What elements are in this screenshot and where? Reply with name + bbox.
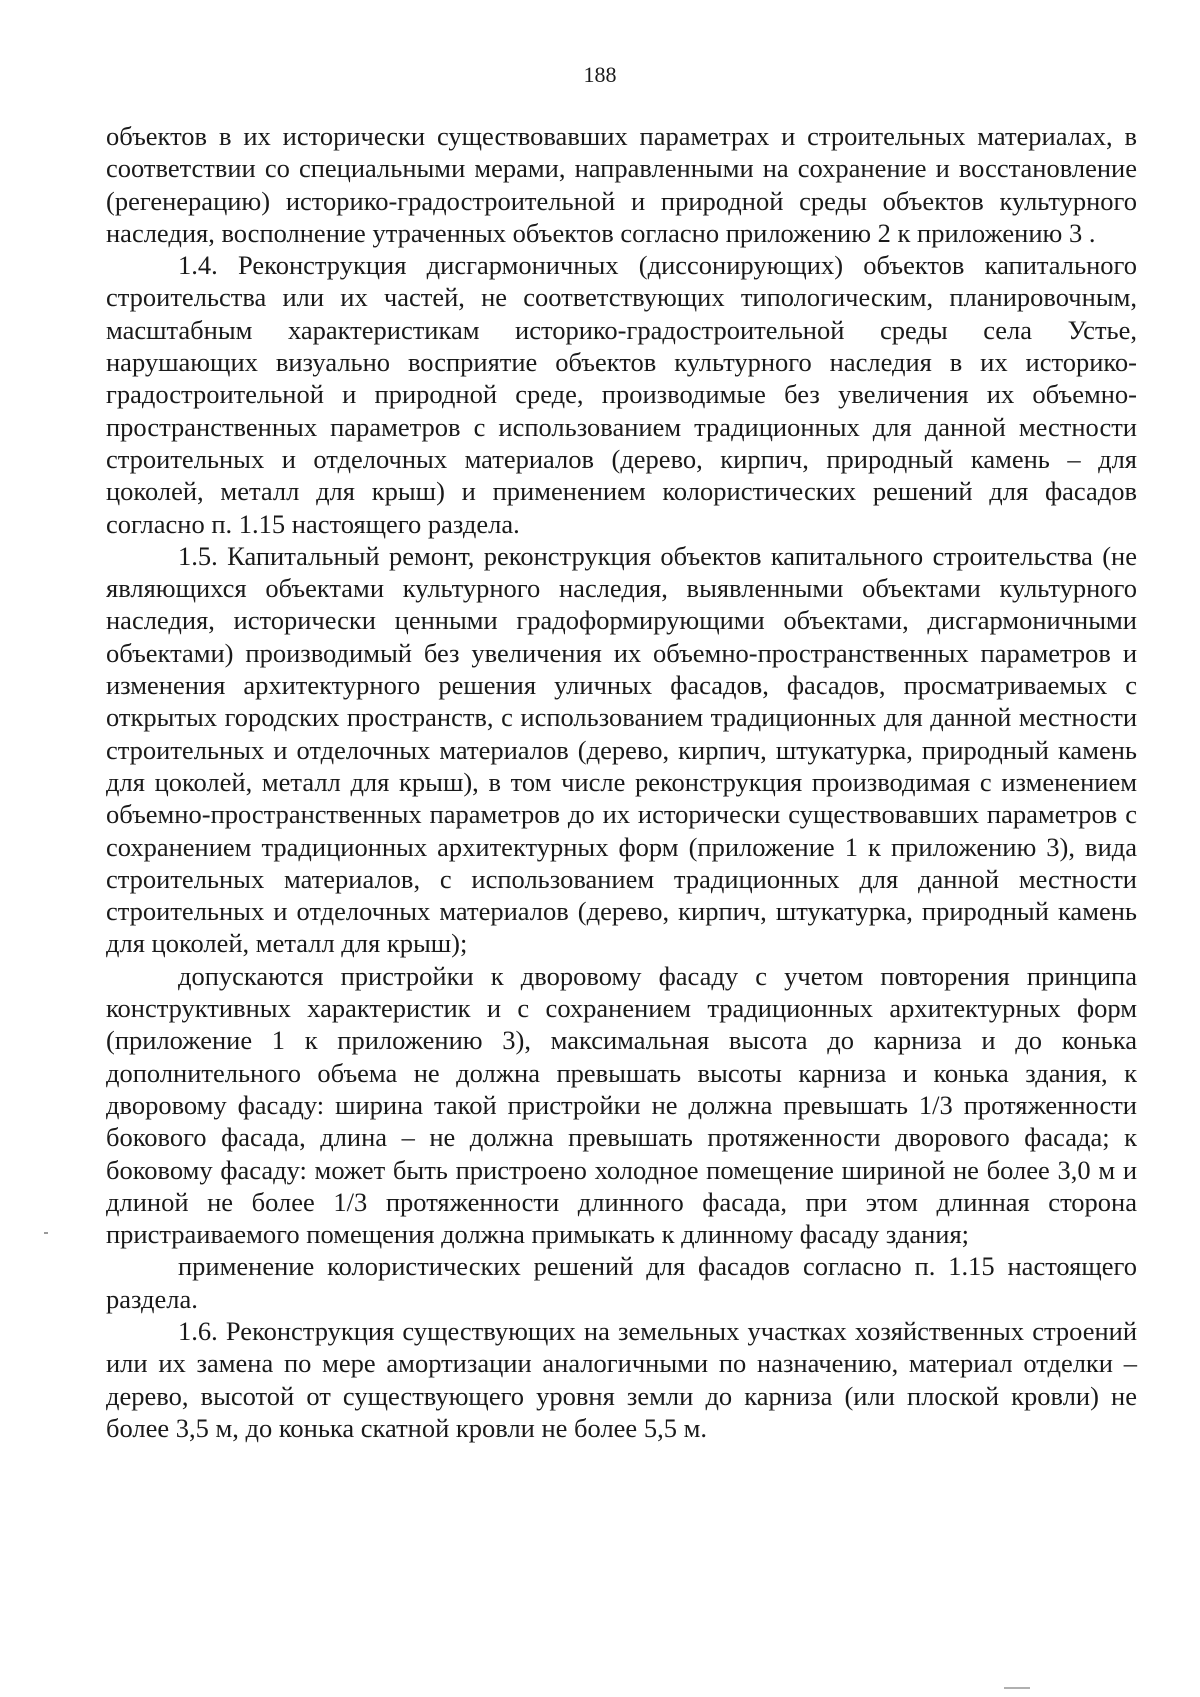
paragraph-1-6: 1.6. Реконструкция существующих на земельных участках хозяйственных строений или их замена по мере амортизации аналогичными по назначению, материал отделки – дерево, высотой от существующего уровня земли до карниза (или плоской кровли) не более 3,5 м, до конька скатной кровли не более 5,5 м. bbox=[106, 1315, 1137, 1443]
document-body bbox=[106, 120, 1137, 1444]
scan-artifact-bottom bbox=[1004, 1687, 1030, 1689]
paragraph-extensions: допускаются пристройки к дворовому фасаду с учетом повторения принципа конструктивных характеристик и с сохранением традиционных архитектурных форм (приложение 1 к приложению 3), максимальная высота до карниза и до конька дополнительного объема не должна превышать высоты карниза и конька здания, к дворовому фасаду: ширина такой пристройки не должна превышать 1/3 протяженности бокового фасада, длина – не должна превышать протяженности дворового фасада; к боковому фасаду: может быть пристроено холодное помещение шириной не более 3,0 м и длиной не более 1/3 протяженности длинного фасада, при этом длинная сторона пристраиваемого помещения должна примыкать к длинному фасаду здания; bbox=[106, 960, 1137, 1250]
page-number: 188 bbox=[583, 62, 617, 87]
paragraph-continuation: объектов в их исторически существовавших параметрах и строительных материалах, в соответствии со специальными мерами, направленными на сохранение и восстановление (регенерацию) историко-градостроительной и природной среды объектов культурного наследия, восполнение утраченных объектов согласно приложению 2 к приложению 3 . bbox=[106, 121, 1137, 248]
scan-artifact-left bbox=[44, 1232, 48, 1234]
paragraph-coloristic: применение колористических решений для фасадов согласно п. 1.15 настоящего раздела. bbox=[106, 1251, 1137, 1314]
paragraph-1-5: 1.5. Капитальный ремонт, реконструкция объектов капитального строительства (не являющихся объектами культурного наследия, выявленными объектами культурного наследия, исторически ценными градоформирующими объектами, дисгармоничными объектами) производимый без увеличения их объемно-пространственных параметров и изменения архитектурного решения уличных фасадов, фасадов, просматриваемых с открытых городских пространств, с использованием традиционных для данной местности строительных и отделочных материалов (дерево, кирпич, штукатурка, природный камень для цоколей, металл для крыш), в том числе реконструкция производимая с изменением объемно-пространственных параметров до их исторически существовавших параметров с сохранением традиционных архитектурных форм (приложение 1 к приложению 3), вида строительных материалов, с использованием традиционных для данной местности строительных и отделочных материалов (дерево, кирпич, штукатурка, природный камень для цоколей, металл для крыш); bbox=[106, 540, 1137, 959]
paragraph-1-4: 1.4. Реконструкция дисгармоничных (диссонирующих) объектов капитального строительства или их частей, не соответствующих типологическим, планировочным, масштабным характеристикам историко-градостроительной среды села Устье, нарушающих визуально восприятие объектов культурного наследия в их историко-градостроительной и природной среде, производимые без увеличения их объемно-пространственных параметров с использованием традиционных для данной местности строительных и отделочных материалов (дерево, кирпич, природный камень – для цоколей, металл для крыш) и применением колористических решений для фасадов согласно п. 1.15 настоящего раздела. bbox=[106, 250, 1137, 539]
